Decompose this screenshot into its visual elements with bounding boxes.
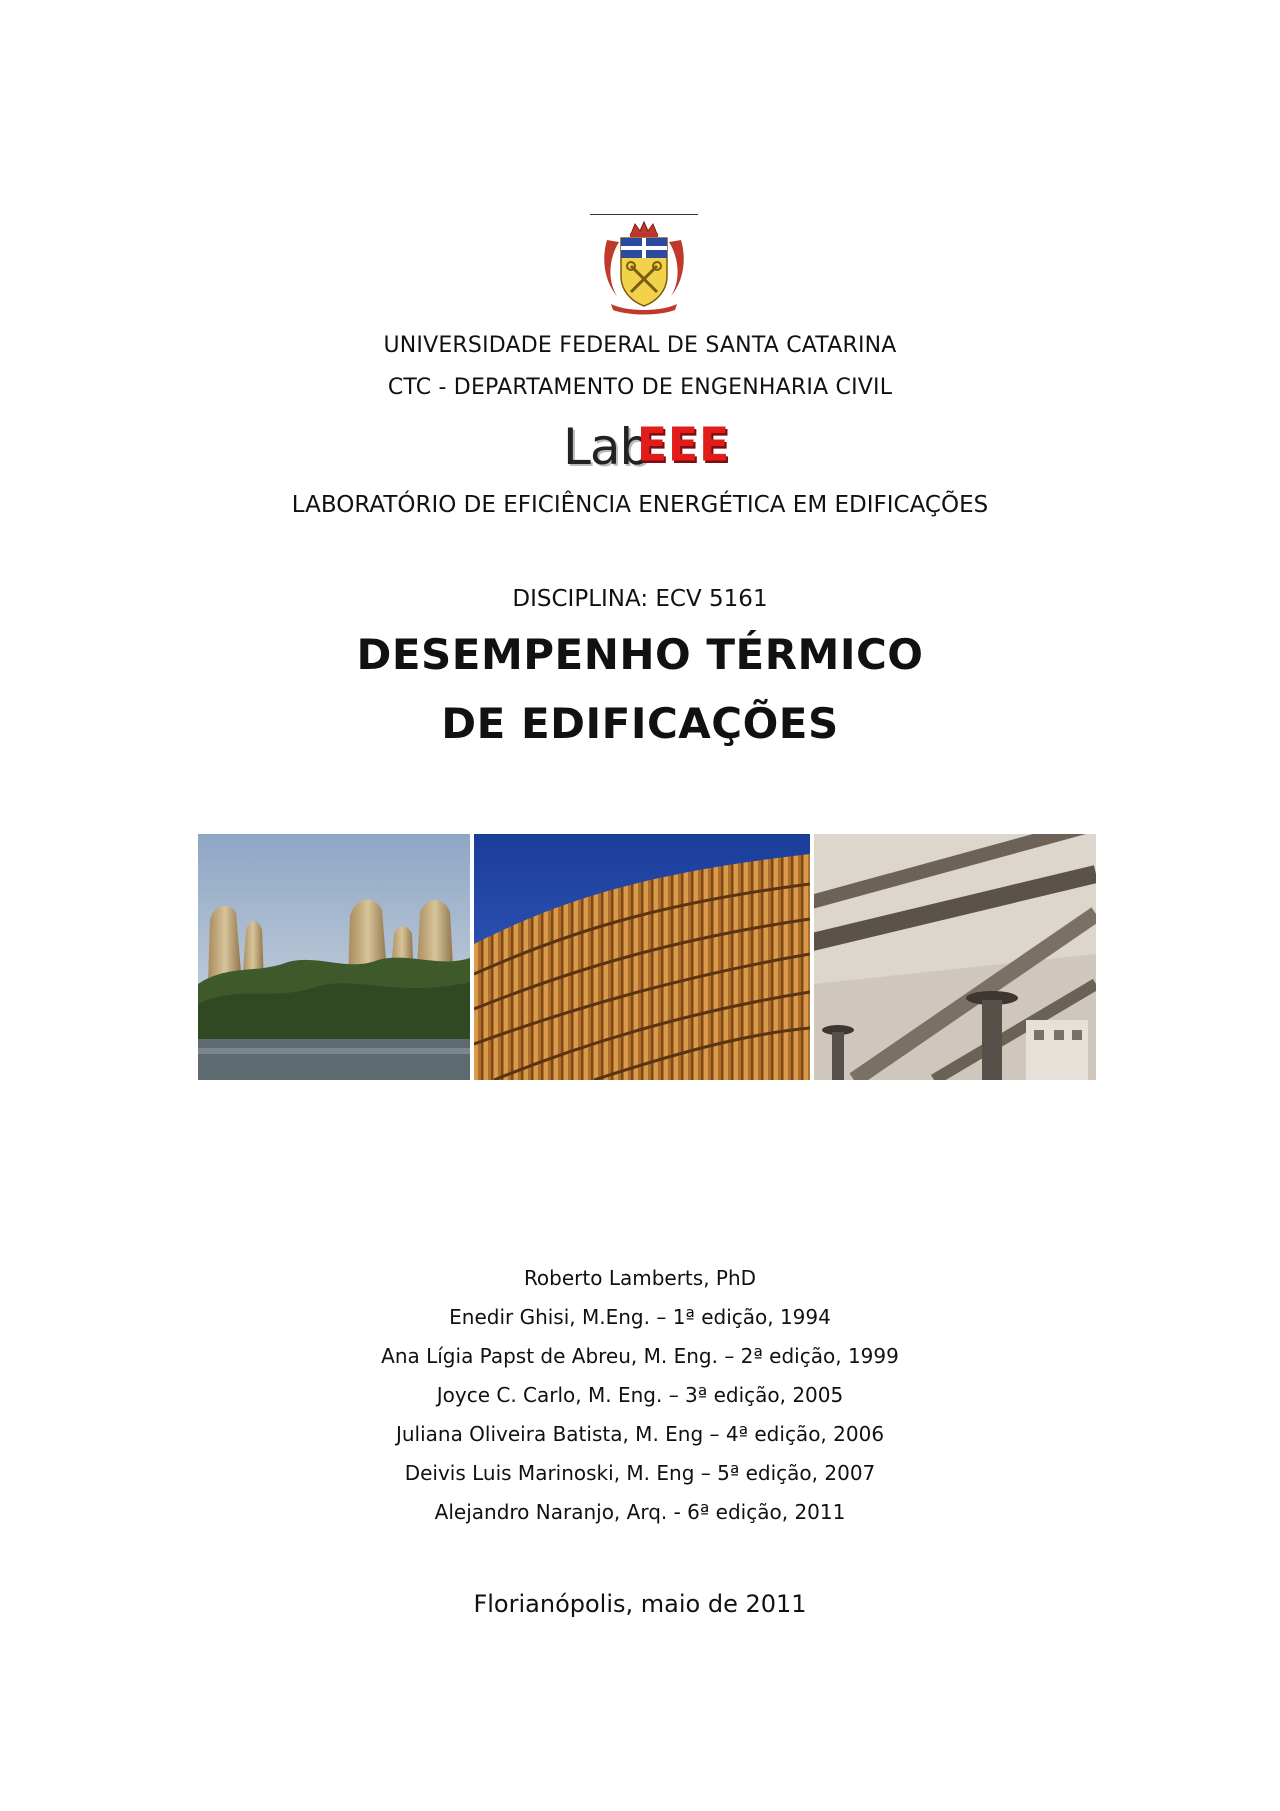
author-line: Ana Lígia Papst de Abreu, M. Eng. – 2ª edição, 1999 — [381, 1344, 899, 1368]
crest-top-rule — [590, 214, 698, 215]
author-line: Joyce C. Carlo, M. Eng. – 3ª edição, 2005 — [436, 1383, 844, 1407]
author-line: Juliana Oliveira Batista, M. Eng – 4ª edição, 2006 — [395, 1422, 885, 1446]
photo-interior-structure — [814, 834, 1096, 1080]
logo-eee-text: EEE — [637, 418, 731, 473]
labeee-logo — [563, 418, 731, 478]
place-and-date: Florianópolis, maio de 2011 — [473, 1590, 807, 1618]
author-line: Alejandro Naranjo, Arq. - 6ª edição, 2011 — [434, 1500, 846, 1524]
laboratory-name: LABORATÓRIO DE EFICIÊNCIA ENERGÉTICA EM EDIFICAÇÕES — [291, 492, 989, 518]
discipline-code: DISCIPLINA: ECV 5161 — [512, 586, 768, 612]
page-title-line2: DE EDIFICAÇÕES — [441, 699, 839, 748]
photo-wood-facade — [474, 834, 810, 1080]
author-line: Enedir Ghisi, M.Eng. – 1ª edição, 1994 — [449, 1305, 831, 1329]
author-line: Roberto Lamberts, PhD — [523, 1266, 757, 1290]
logo-lab-text: Lab — [563, 418, 651, 476]
author-line: Deivis Luis Marinoski, M. Eng – 5ª edição, 2007 — [404, 1461, 876, 1485]
page-title-line1: DESEMPENHO TÉRMICO — [356, 630, 924, 679]
department-name: CTC - DEPARTAMENTO DE ENGENHARIA CIVIL — [387, 375, 893, 400]
university-crest-icon — [597, 220, 691, 316]
university-name: UNIVERSIDADE FEDERAL DE SANTA CATARINA — [383, 333, 897, 358]
photo-cultural-center — [198, 834, 470, 1080]
